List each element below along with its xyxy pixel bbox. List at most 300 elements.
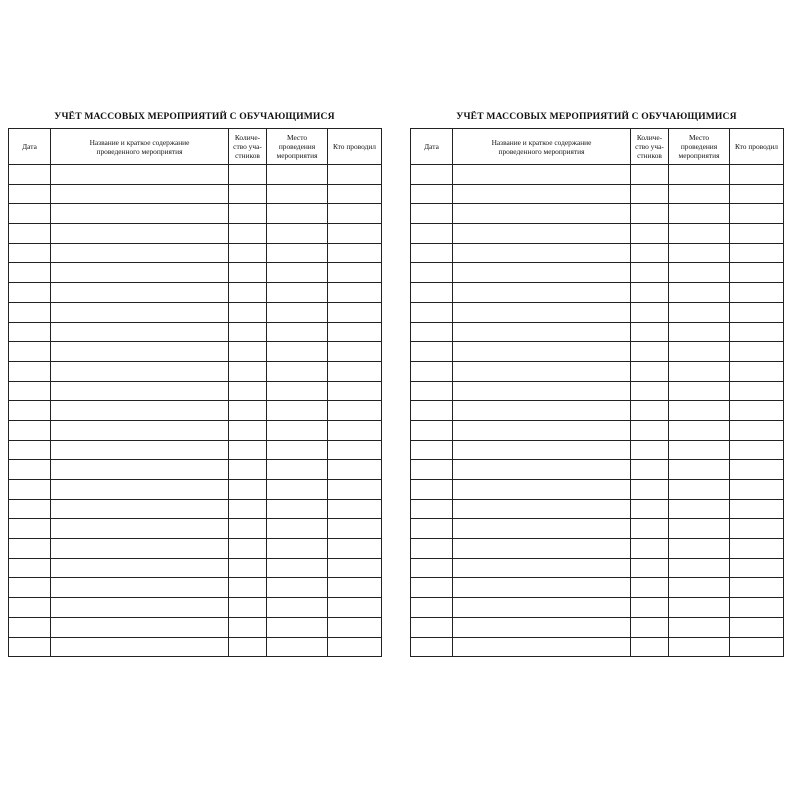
table-row bbox=[9, 224, 382, 244]
cell-date[interactable] bbox=[411, 499, 453, 519]
cell-place[interactable] bbox=[267, 342, 328, 362]
cell-event-name[interactable] bbox=[453, 322, 631, 342]
cell-conducted-by[interactable] bbox=[328, 637, 382, 657]
table-row bbox=[411, 598, 784, 618]
cell-date[interactable] bbox=[411, 381, 453, 401]
cell-event-name[interactable] bbox=[51, 283, 229, 303]
cell-date[interactable] bbox=[9, 440, 51, 460]
column-header-participants-count: Количе- ство уча- стников bbox=[631, 129, 669, 165]
cell-date[interactable] bbox=[411, 283, 453, 303]
cell-event-name[interactable] bbox=[453, 558, 631, 578]
cell-event-name[interactable] bbox=[51, 401, 229, 421]
cell-participants-count[interactable] bbox=[229, 322, 267, 342]
cell-participants-count[interactable] bbox=[229, 539, 267, 559]
cell-participants-count[interactable] bbox=[631, 322, 669, 342]
cell-place[interactable] bbox=[267, 302, 328, 322]
cell-conducted-by[interactable] bbox=[730, 440, 784, 460]
cell-participants-count[interactable] bbox=[631, 361, 669, 381]
cell-conducted-by[interactable] bbox=[730, 184, 784, 204]
cell-participants-count[interactable] bbox=[229, 598, 267, 618]
table-row bbox=[9, 440, 382, 460]
cell-event-name[interactable] bbox=[51, 361, 229, 381]
cell-date[interactable] bbox=[9, 460, 51, 480]
cell-event-name[interactable] bbox=[51, 263, 229, 283]
cell-place[interactable] bbox=[669, 637, 730, 657]
cell-conducted-by[interactable] bbox=[328, 204, 382, 224]
cell-conducted-by[interactable] bbox=[730, 519, 784, 539]
cell-participants-count[interactable] bbox=[631, 243, 669, 263]
cell-conducted-by[interactable] bbox=[328, 598, 382, 618]
table-row bbox=[9, 617, 382, 637]
cell-conducted-by[interactable] bbox=[328, 558, 382, 578]
cell-event-name[interactable] bbox=[51, 243, 229, 263]
cell-event-name[interactable] bbox=[453, 637, 631, 657]
column-header-event-name: Название и краткое содержание проведенного мероприятия bbox=[51, 129, 229, 165]
table-row bbox=[9, 204, 382, 224]
table-row bbox=[411, 204, 784, 224]
table-row bbox=[9, 243, 382, 263]
cell-participants-count[interactable] bbox=[229, 243, 267, 263]
column-header-date: Дата bbox=[411, 129, 453, 165]
cell-event-name[interactable] bbox=[453, 381, 631, 401]
cell-event-name[interactable] bbox=[51, 460, 229, 480]
cell-conducted-by[interactable] bbox=[730, 420, 784, 440]
cell-date[interactable] bbox=[411, 184, 453, 204]
cell-event-name[interactable] bbox=[453, 224, 631, 244]
cell-event-name[interactable] bbox=[453, 283, 631, 303]
cell-place[interactable] bbox=[669, 617, 730, 637]
events-register-table bbox=[8, 128, 382, 657]
cell-conducted-by[interactable] bbox=[730, 283, 784, 303]
cell-event-name[interactable] bbox=[453, 499, 631, 519]
cell-date[interactable] bbox=[411, 578, 453, 598]
cell-participants-count[interactable] bbox=[229, 381, 267, 401]
cell-participants-count[interactable] bbox=[631, 499, 669, 519]
cell-date[interactable] bbox=[9, 243, 51, 263]
cell-conducted-by[interactable] bbox=[730, 499, 784, 519]
cell-date[interactable] bbox=[411, 204, 453, 224]
cell-place[interactable] bbox=[669, 361, 730, 381]
table-row bbox=[411, 184, 784, 204]
cell-place[interactable] bbox=[267, 361, 328, 381]
cell-date[interactable] bbox=[411, 558, 453, 578]
cell-conducted-by[interactable] bbox=[328, 243, 382, 263]
cell-event-name[interactable] bbox=[453, 539, 631, 559]
cell-conducted-by[interactable] bbox=[730, 243, 784, 263]
cell-date[interactable] bbox=[411, 440, 453, 460]
cell-date[interactable] bbox=[9, 263, 51, 283]
cell-participants-count[interactable] bbox=[631, 224, 669, 244]
cell-participants-count[interactable] bbox=[631, 598, 669, 618]
cell-participants-count[interactable] bbox=[631, 184, 669, 204]
table-row bbox=[411, 499, 784, 519]
cell-place[interactable] bbox=[669, 539, 730, 559]
cell-participants-count[interactable] bbox=[229, 617, 267, 637]
cell-date[interactable] bbox=[411, 263, 453, 283]
cell-event-name[interactable] bbox=[453, 519, 631, 539]
cell-event-name[interactable] bbox=[51, 322, 229, 342]
cell-event-name[interactable] bbox=[453, 401, 631, 421]
cell-participants-count[interactable] bbox=[631, 381, 669, 401]
cell-event-name[interactable] bbox=[453, 204, 631, 224]
cell-participants-count[interactable] bbox=[229, 440, 267, 460]
cell-date[interactable] bbox=[411, 598, 453, 618]
cell-participants-count[interactable] bbox=[631, 420, 669, 440]
cell-conducted-by[interactable] bbox=[328, 165, 382, 185]
cell-participants-count[interactable] bbox=[631, 283, 669, 303]
cell-event-name[interactable] bbox=[453, 184, 631, 204]
cell-event-name[interactable] bbox=[51, 184, 229, 204]
cell-participants-count[interactable] bbox=[631, 480, 669, 500]
cell-date[interactable] bbox=[9, 342, 51, 362]
table-row bbox=[9, 322, 382, 342]
cell-participants-count[interactable] bbox=[631, 165, 669, 185]
cell-place[interactable] bbox=[267, 283, 328, 303]
cell-participants-count[interactable] bbox=[229, 460, 267, 480]
table-row bbox=[411, 224, 784, 244]
cell-conducted-by[interactable] bbox=[328, 283, 382, 303]
cell-place[interactable] bbox=[267, 499, 328, 519]
cell-participants-count[interactable] bbox=[229, 558, 267, 578]
table-row bbox=[9, 361, 382, 381]
register-page-right bbox=[410, 110, 783, 657]
cell-place[interactable] bbox=[669, 224, 730, 244]
cell-date[interactable] bbox=[9, 480, 51, 500]
table-row bbox=[411, 302, 784, 322]
cell-date[interactable] bbox=[411, 539, 453, 559]
cell-event-name[interactable] bbox=[51, 637, 229, 657]
cell-participants-count[interactable] bbox=[631, 204, 669, 224]
table-row bbox=[9, 263, 382, 283]
cell-participants-count[interactable] bbox=[229, 342, 267, 362]
cell-place[interactable] bbox=[669, 165, 730, 185]
cell-date[interactable] bbox=[9, 361, 51, 381]
cell-conducted-by[interactable] bbox=[730, 302, 784, 322]
cell-event-name[interactable] bbox=[51, 480, 229, 500]
cell-participants-count[interactable] bbox=[229, 578, 267, 598]
cell-place[interactable] bbox=[669, 184, 730, 204]
cell-participants-count[interactable] bbox=[631, 519, 669, 539]
cell-place[interactable] bbox=[669, 420, 730, 440]
cell-event-name[interactable] bbox=[453, 342, 631, 362]
cell-event-name[interactable] bbox=[51, 420, 229, 440]
cell-conducted-by[interactable] bbox=[730, 224, 784, 244]
cell-date[interactable] bbox=[411, 617, 453, 637]
table-row bbox=[9, 302, 382, 322]
cell-event-name[interactable] bbox=[51, 519, 229, 539]
cell-place[interactable] bbox=[267, 381, 328, 401]
cell-event-name[interactable] bbox=[51, 499, 229, 519]
cell-conducted-by[interactable] bbox=[730, 617, 784, 637]
table-row bbox=[9, 283, 382, 303]
cell-place[interactable] bbox=[267, 263, 328, 283]
cell-participants-count[interactable] bbox=[229, 420, 267, 440]
cell-place[interactable] bbox=[669, 322, 730, 342]
cell-participants-count[interactable] bbox=[229, 184, 267, 204]
cell-conducted-by[interactable] bbox=[328, 224, 382, 244]
table-row bbox=[9, 381, 382, 401]
cell-date[interactable] bbox=[411, 165, 453, 185]
table-row bbox=[411, 381, 784, 401]
column-header-participants-count: Количе- ство уча- стников bbox=[229, 129, 267, 165]
cell-place[interactable] bbox=[669, 381, 730, 401]
cell-place[interactable] bbox=[669, 499, 730, 519]
table-row bbox=[9, 637, 382, 657]
cell-participants-count[interactable] bbox=[631, 302, 669, 322]
cell-date[interactable] bbox=[9, 184, 51, 204]
cell-conducted-by[interactable] bbox=[328, 617, 382, 637]
cell-conducted-by[interactable] bbox=[730, 204, 784, 224]
table-row bbox=[411, 401, 784, 421]
cell-participants-count[interactable] bbox=[229, 480, 267, 500]
table-row bbox=[411, 420, 784, 440]
cell-participants-count[interactable] bbox=[229, 499, 267, 519]
cell-place[interactable] bbox=[267, 598, 328, 618]
cell-participants-count[interactable] bbox=[631, 558, 669, 578]
cell-participants-count[interactable] bbox=[229, 302, 267, 322]
table-row bbox=[9, 598, 382, 618]
cell-event-name[interactable] bbox=[453, 263, 631, 283]
cell-conducted-by[interactable] bbox=[328, 519, 382, 539]
cell-conducted-by[interactable] bbox=[328, 401, 382, 421]
cell-event-name[interactable] bbox=[51, 578, 229, 598]
table-row bbox=[411, 165, 784, 185]
cell-place[interactable] bbox=[267, 539, 328, 559]
cell-participants-count[interactable] bbox=[229, 204, 267, 224]
cell-place[interactable] bbox=[669, 263, 730, 283]
table-row bbox=[411, 637, 784, 657]
cell-date[interactable] bbox=[411, 519, 453, 539]
cell-event-name[interactable] bbox=[51, 617, 229, 637]
cell-place[interactable] bbox=[669, 460, 730, 480]
cell-conducted-by[interactable] bbox=[328, 480, 382, 500]
cell-participants-count[interactable] bbox=[229, 224, 267, 244]
cell-date[interactable] bbox=[9, 617, 51, 637]
cell-participants-count[interactable] bbox=[229, 165, 267, 185]
cell-place[interactable] bbox=[267, 184, 328, 204]
cell-date[interactable] bbox=[9, 224, 51, 244]
cell-place[interactable] bbox=[669, 578, 730, 598]
cell-event-name[interactable] bbox=[453, 598, 631, 618]
cell-place[interactable] bbox=[669, 204, 730, 224]
cell-event-name[interactable] bbox=[453, 243, 631, 263]
cell-participants-count[interactable] bbox=[631, 440, 669, 460]
cell-place[interactable] bbox=[669, 519, 730, 539]
cell-place[interactable] bbox=[669, 302, 730, 322]
cell-event-name[interactable] bbox=[51, 440, 229, 460]
cell-conducted-by[interactable] bbox=[328, 420, 382, 440]
cell-participants-count[interactable] bbox=[229, 401, 267, 421]
cell-date[interactable] bbox=[9, 381, 51, 401]
cell-date[interactable] bbox=[411, 342, 453, 362]
cell-event-name[interactable] bbox=[453, 302, 631, 322]
cell-date[interactable] bbox=[9, 558, 51, 578]
cell-date[interactable] bbox=[9, 578, 51, 598]
table-row bbox=[411, 578, 784, 598]
cell-event-name[interactable] bbox=[51, 342, 229, 362]
cell-conducted-by[interactable] bbox=[328, 499, 382, 519]
cell-event-name[interactable] bbox=[453, 480, 631, 500]
cell-event-name[interactable] bbox=[453, 440, 631, 460]
cell-place[interactable] bbox=[669, 243, 730, 263]
cell-conducted-by[interactable] bbox=[730, 263, 784, 283]
cell-conducted-by[interactable] bbox=[328, 361, 382, 381]
cell-date[interactable] bbox=[9, 165, 51, 185]
cell-participants-count[interactable] bbox=[631, 263, 669, 283]
cell-date[interactable] bbox=[9, 204, 51, 224]
cell-conducted-by[interactable] bbox=[328, 263, 382, 283]
cell-place[interactable] bbox=[669, 440, 730, 460]
cell-participants-count[interactable] bbox=[229, 637, 267, 657]
cell-place[interactable] bbox=[267, 637, 328, 657]
cell-place[interactable] bbox=[267, 558, 328, 578]
cell-place[interactable] bbox=[267, 322, 328, 342]
cell-date[interactable] bbox=[411, 322, 453, 342]
cell-conducted-by[interactable] bbox=[730, 401, 784, 421]
table-row bbox=[9, 578, 382, 598]
cell-date[interactable] bbox=[411, 243, 453, 263]
cell-date[interactable] bbox=[9, 519, 51, 539]
cell-place[interactable] bbox=[669, 598, 730, 618]
cell-place[interactable] bbox=[267, 578, 328, 598]
cell-event-name[interactable] bbox=[51, 539, 229, 559]
column-header-place: Место проведения мероприятия bbox=[669, 129, 730, 165]
cell-date[interactable] bbox=[9, 499, 51, 519]
table-row bbox=[411, 283, 784, 303]
cell-participants-count[interactable] bbox=[631, 637, 669, 657]
cell-conducted-by[interactable] bbox=[730, 578, 784, 598]
cell-conducted-by[interactable] bbox=[328, 460, 382, 480]
cell-participants-count[interactable] bbox=[631, 578, 669, 598]
cell-event-name[interactable] bbox=[51, 165, 229, 185]
table-row bbox=[411, 480, 784, 500]
cell-conducted-by[interactable] bbox=[328, 578, 382, 598]
cell-place[interactable] bbox=[669, 558, 730, 578]
cell-date[interactable] bbox=[9, 302, 51, 322]
column-header-place: Место проведения мероприятия bbox=[267, 129, 328, 165]
cell-date[interactable] bbox=[9, 637, 51, 657]
cell-conducted-by[interactable] bbox=[328, 302, 382, 322]
cell-place[interactable] bbox=[267, 420, 328, 440]
cell-event-name[interactable] bbox=[453, 420, 631, 440]
cell-event-name[interactable] bbox=[453, 460, 631, 480]
cell-participants-count[interactable] bbox=[631, 401, 669, 421]
cell-conducted-by[interactable] bbox=[730, 342, 784, 362]
cell-place[interactable] bbox=[267, 243, 328, 263]
cell-conducted-by[interactable] bbox=[328, 539, 382, 559]
cell-place[interactable] bbox=[267, 440, 328, 460]
cell-place[interactable] bbox=[669, 401, 730, 421]
table-row bbox=[9, 401, 382, 421]
cell-date[interactable] bbox=[9, 322, 51, 342]
cell-place[interactable] bbox=[267, 480, 328, 500]
cell-conducted-by[interactable] bbox=[328, 381, 382, 401]
table-row bbox=[411, 617, 784, 637]
cell-conducted-by[interactable] bbox=[328, 342, 382, 362]
cell-event-name[interactable] bbox=[51, 598, 229, 618]
cell-date[interactable] bbox=[9, 420, 51, 440]
cell-date[interactable] bbox=[411, 637, 453, 657]
table-row bbox=[411, 460, 784, 480]
cell-participants-count[interactable] bbox=[631, 539, 669, 559]
table-row bbox=[411, 558, 784, 578]
cell-conducted-by[interactable] bbox=[328, 440, 382, 460]
cell-date[interactable] bbox=[411, 302, 453, 322]
cell-date[interactable] bbox=[411, 361, 453, 381]
cell-place[interactable] bbox=[267, 204, 328, 224]
cell-place[interactable] bbox=[669, 480, 730, 500]
column-header-conducted-by: Кто проводил bbox=[730, 129, 784, 165]
table-row bbox=[9, 460, 382, 480]
cell-conducted-by[interactable] bbox=[730, 460, 784, 480]
cell-date[interactable] bbox=[9, 401, 51, 421]
cell-conducted-by[interactable] bbox=[730, 558, 784, 578]
cell-date[interactable] bbox=[411, 420, 453, 440]
cell-date[interactable] bbox=[411, 460, 453, 480]
header-row bbox=[9, 129, 382, 165]
cell-place[interactable] bbox=[267, 224, 328, 244]
table-row bbox=[411, 440, 784, 460]
cell-participants-count[interactable] bbox=[229, 283, 267, 303]
cell-date[interactable] bbox=[9, 598, 51, 618]
table-row bbox=[9, 519, 382, 539]
cell-place[interactable] bbox=[267, 617, 328, 637]
register-page-left bbox=[8, 110, 381, 657]
cell-conducted-by[interactable] bbox=[730, 165, 784, 185]
cell-place[interactable] bbox=[267, 460, 328, 480]
cell-date[interactable] bbox=[411, 224, 453, 244]
cell-event-name[interactable] bbox=[453, 617, 631, 637]
cell-event-name[interactable] bbox=[51, 558, 229, 578]
cell-participants-count[interactable] bbox=[631, 342, 669, 362]
cell-participants-count[interactable] bbox=[631, 460, 669, 480]
cell-event-name[interactable] bbox=[51, 204, 229, 224]
cell-event-name[interactable] bbox=[51, 224, 229, 244]
table-row bbox=[411, 263, 784, 283]
cell-date[interactable] bbox=[9, 539, 51, 559]
cell-event-name[interactable] bbox=[51, 381, 229, 401]
cell-event-name[interactable] bbox=[453, 361, 631, 381]
cell-conducted-by[interactable] bbox=[730, 361, 784, 381]
cell-date[interactable] bbox=[411, 401, 453, 421]
cell-place[interactable] bbox=[267, 165, 328, 185]
cell-event-name[interactable] bbox=[453, 578, 631, 598]
cell-conducted-by[interactable] bbox=[730, 539, 784, 559]
table-row bbox=[9, 165, 382, 185]
cell-conducted-by[interactable] bbox=[328, 184, 382, 204]
cell-place[interactable] bbox=[267, 519, 328, 539]
cell-conducted-by[interactable] bbox=[730, 598, 784, 618]
cell-conducted-by[interactable] bbox=[730, 322, 784, 342]
cell-participants-count[interactable] bbox=[229, 263, 267, 283]
cell-participants-count[interactable] bbox=[229, 519, 267, 539]
cell-conducted-by[interactable] bbox=[328, 322, 382, 342]
cell-date[interactable] bbox=[411, 480, 453, 500]
cell-conducted-by[interactable] bbox=[730, 637, 784, 657]
page-title: УЧЁТ МАССОВЫХ МЕРОПРИЯТИЙ С ОБУЧАЮЩИМИСЯ bbox=[54, 111, 335, 122]
cell-conducted-by[interactable] bbox=[730, 381, 784, 401]
cell-place[interactable] bbox=[267, 401, 328, 421]
cell-date[interactable] bbox=[9, 283, 51, 303]
cell-participants-count[interactable] bbox=[631, 617, 669, 637]
table-row bbox=[411, 342, 784, 362]
cell-event-name[interactable] bbox=[51, 302, 229, 322]
cell-place[interactable] bbox=[669, 283, 730, 303]
cell-conducted-by[interactable] bbox=[730, 480, 784, 500]
cell-participants-count[interactable] bbox=[229, 361, 267, 381]
cell-place[interactable] bbox=[669, 342, 730, 362]
cell-event-name[interactable] bbox=[453, 165, 631, 185]
